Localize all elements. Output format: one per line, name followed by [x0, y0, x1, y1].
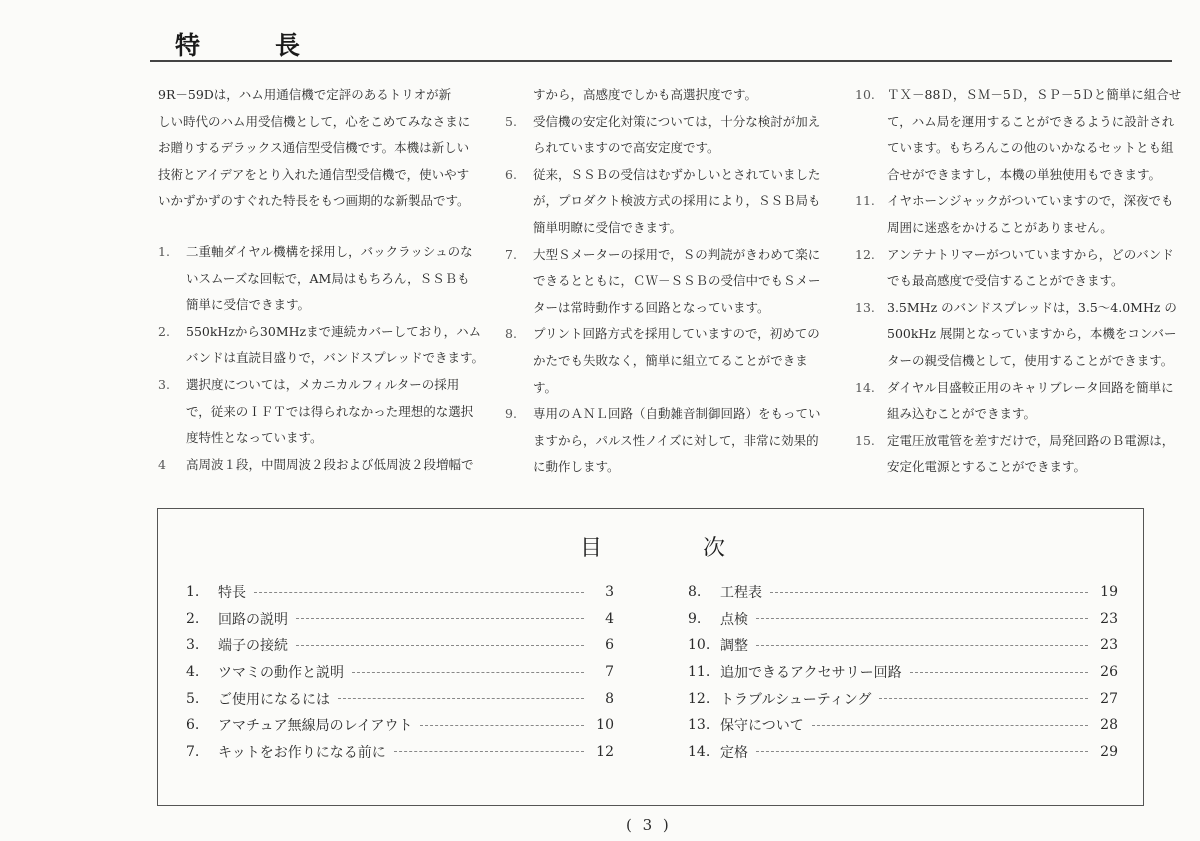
- features-column-2: [505, 82, 821, 481]
- feature-line: でも最高感度で受信することができます。: [887, 273, 1124, 289]
- feature-item: [505, 401, 821, 481]
- feature-line: 3.5MHz のバンドスプレッドは，3.5～4.0MHz の: [887, 299, 1177, 315]
- feature-number: 1.: [158, 243, 170, 259]
- toc-entry-page: 10: [596, 717, 614, 734]
- toc-entry-page: 23: [1100, 637, 1118, 654]
- toc-entry-page: 26: [1100, 664, 1118, 681]
- toc-entry-page: 12: [596, 743, 614, 760]
- toc-leader: [770, 592, 1088, 593]
- feature-line: られていますので高安定度です。: [533, 140, 720, 156]
- feature-line: 度特性となっています。: [186, 430, 323, 446]
- toc-entry-page: 28: [1100, 717, 1118, 734]
- feature-number: 6.: [505, 166, 517, 182]
- toc-entry: [186, 659, 614, 686]
- toc-entry-number: 5.: [186, 690, 200, 707]
- toc-leader: [756, 645, 1088, 646]
- feature-item: [158, 452, 474, 479]
- page-number: ( 3 ): [626, 816, 672, 834]
- feature-item: [855, 295, 1177, 375]
- toc-leader: [296, 618, 584, 619]
- toc-entry-page: 8: [605, 690, 614, 707]
- feature-item: [505, 109, 821, 162]
- feature-number: 2.: [158, 323, 170, 339]
- section-title: [175, 26, 303, 62]
- feature-line: す。: [533, 379, 558, 395]
- toc-entry-label: トラブルシューティング: [720, 691, 872, 708]
- feature-number: 5.: [505, 113, 517, 129]
- toc-leader: [756, 751, 1088, 752]
- feature-number: 15.: [855, 432, 875, 448]
- toc-leader: [338, 698, 584, 699]
- feature-item: [855, 188, 1174, 241]
- section-title-char-2: 長: [275, 31, 303, 60]
- toc-entry-page: 19: [1100, 584, 1118, 601]
- toc-entry-label: キットをお作りになる前に: [218, 744, 386, 761]
- toc-left-column: [186, 579, 614, 765]
- feature-number: 8.: [505, 326, 517, 342]
- feature-line: 高周波１段，中間周波２段および低周波２段増幅で: [186, 456, 474, 472]
- toc-entry-number: 12.: [688, 690, 711, 707]
- toc-entry-label: 定格: [720, 744, 748, 761]
- toc-entry: [186, 579, 614, 606]
- feature-item: [855, 428, 1175, 481]
- feature-line: に動作します。: [533, 459, 620, 475]
- features-column-3: [855, 82, 1182, 481]
- feature-line: 安定化電源とすることができます。: [887, 459, 1087, 475]
- feature-number: 13.: [855, 299, 875, 315]
- feature-line: 従来，ＳＳＢの受信はむずかしいとされていました: [533, 166, 821, 182]
- toc-entry: [688, 685, 1118, 712]
- toc-entry-label: ご使用になるには: [218, 691, 330, 708]
- feature-line: できるとともに，ＣＷ－ＳＳＢの受信中でもＳメー: [533, 273, 821, 289]
- toc-entry: [688, 659, 1118, 686]
- feature-item: [158, 372, 474, 452]
- toc-leader: [910, 672, 1088, 673]
- toc-entry: [688, 579, 1118, 606]
- feature-line: で，従来のＩＦＴでは得られなかった理想的な選択: [186, 403, 474, 419]
- toc-title-char-2: 次: [703, 536, 726, 561]
- title-rule: [150, 60, 1172, 62]
- feature-line: 専用のＡＮＬ回路（自動雑音制御回路）をもってい: [533, 406, 821, 422]
- toc-entry-number: 2.: [186, 610, 200, 627]
- intro-line: 9R－59Dは，ハム用通信機で定評のあるトリオが新: [158, 87, 452, 102]
- toc-entry-label: 追加できるアクセサリー回路: [720, 665, 902, 682]
- feature-number: 4: [158, 456, 166, 472]
- toc-entry-label: アマチュア無線局のレイアウト: [218, 718, 413, 735]
- toc-entry: [186, 712, 614, 739]
- toc-entry-page: 7: [605, 664, 614, 681]
- toc-entry-label: 工程表: [720, 585, 762, 602]
- feature-line: 定電圧放電管を差すだけで，局発回路のＢ電源は，: [887, 432, 1175, 448]
- toc-entry: [688, 632, 1118, 659]
- feature-number: 14.: [855, 379, 875, 395]
- toc-entry-number: 6.: [186, 717, 200, 734]
- intro-line: いかずかずのすぐれた特長をもつ画期的な新製品です。: [158, 193, 470, 209]
- feature-item: [505, 162, 821, 242]
- toc-entry: [186, 632, 614, 659]
- feature-item: [855, 242, 1174, 295]
- feature-line: 周囲に迷惑をかけることがありません。: [887, 219, 1113, 235]
- toc-entry-page: 3: [605, 584, 614, 601]
- feature-line: 550kHzから30MHzまで連続カバーしており，ハム: [186, 323, 482, 339]
- toc-entry-label: 端子の接続: [218, 638, 288, 655]
- intro-paragraph: [158, 82, 471, 215]
- toc-entry-number: 3.: [186, 637, 200, 654]
- feature-line: ますから，パルス性ノイズに対して，非常に効果的: [533, 432, 819, 448]
- toc-entry-page: 4: [605, 610, 614, 627]
- feature-number: 12.: [855, 246, 875, 262]
- toc-entry-number: 10.: [688, 637, 711, 654]
- feature-line: ＴＸ－88Ｄ，ＳＭ－5Ｄ，ＳＰ－5Ｄと簡単に組合せ: [887, 87, 1182, 102]
- toc-entry: [186, 739, 614, 766]
- feature-item: [855, 82, 1182, 188]
- toc-entry: [688, 606, 1118, 633]
- toc-entry-number: 8.: [688, 584, 702, 601]
- feature-number: 7.: [505, 246, 517, 262]
- feature-line: すから，高感度でしかも高選択度です。: [533, 87, 758, 102]
- toc-entry-label: ツマミの動作と説明: [218, 665, 344, 682]
- feature-line: て，ハム局を運用することができるように設計され: [887, 113, 1175, 129]
- toc-entry-label: 特長: [218, 585, 246, 602]
- feature-line: 選択度については，メカニカルフィルターの採用: [186, 376, 460, 392]
- toc-leader: [254, 592, 584, 593]
- toc-leader: [352, 672, 584, 673]
- intro-line: 技術とアイデアをとり入れた通信型受信機で，使いやす: [158, 166, 470, 182]
- section-title-char-1: 特: [175, 31, 203, 60]
- toc-entry: [186, 606, 614, 633]
- feature-number: 3.: [158, 376, 170, 392]
- toc-entry-number: 1.: [186, 584, 200, 601]
- intro-line: お贈りするデラックス通信型受信機です。本機は新しい: [158, 140, 470, 156]
- features-column-1: [158, 82, 485, 478]
- feature-line: バンドは直読目盛りで，バンドスプレッドできます。: [186, 350, 485, 366]
- toc-entry: [186, 685, 614, 712]
- feature-item: [158, 239, 473, 319]
- toc-entry-page: 23: [1100, 610, 1118, 627]
- toc-entry-number: 14.: [688, 743, 711, 760]
- feature-line: 二重軸ダイヤル機構を採用し，バックラッシュのな: [186, 243, 473, 259]
- toc-title-char-1: 目: [580, 536, 603, 561]
- toc-entry-number: 11.: [688, 664, 711, 681]
- feature-line: 500kHz 展開となっていますから，本機をコンバー: [887, 326, 1177, 342]
- feature-line: プリント回路方式を採用していますので，初めての: [533, 326, 820, 342]
- toc-entry-label: 調整: [720, 638, 748, 655]
- toc-entry: [688, 712, 1118, 739]
- feature-line: ダイヤル目盛較正用のキャリブレータ回路を簡単に: [887, 379, 1174, 395]
- toc-leader: [296, 645, 584, 646]
- toc-leader: [394, 751, 584, 752]
- toc-entry-label: 回路の説明: [218, 611, 288, 628]
- toc-leader: [420, 725, 584, 726]
- feature-line: が，プロダクト検波方式の採用により，ＳＳＢ局も: [533, 193, 821, 209]
- feature-line: 大型Ｓメーターの採用で，Ｓの判読がきわめて楽に: [533, 246, 821, 262]
- intro-line: しい時代のハム用受信機として，心をこめてみなさまに: [158, 113, 471, 129]
- toc-leader: [812, 725, 1088, 726]
- feature-item: [505, 242, 821, 322]
- feature-number: 11.: [855, 193, 875, 209]
- feature-number: 9.: [505, 406, 517, 422]
- toc-entry-number: 7.: [186, 743, 200, 760]
- feature-item: [505, 82, 805, 109]
- feature-line: かたでも失敗なく，簡単に組立てることができま: [533, 352, 808, 368]
- feature-line: 合せができますし，本機の単独使用もできます。: [887, 166, 1162, 182]
- toc-leader: [879, 698, 1088, 699]
- feature-item: [855, 375, 1174, 428]
- feature-line: ています。もちろんこの他のいかなるセットとも組: [887, 140, 1174, 156]
- toc-entry-number: 9.: [688, 610, 702, 627]
- feature-item: [505, 321, 820, 401]
- toc-entry-label: 保守について: [720, 718, 804, 735]
- feature-line: 組み込むことができます。: [887, 406, 1037, 422]
- feature-line: イヤホーンジャックがついていますので，深夜でも: [887, 193, 1174, 209]
- feature-line: 簡単明瞭に受信できます。: [533, 219, 683, 235]
- feature-list: [158, 239, 485, 478]
- feature-item: [158, 319, 485, 372]
- toc-right-column: [688, 579, 1118, 765]
- toc-entry-number: 13.: [688, 717, 711, 734]
- feature-number: 10.: [855, 87, 875, 102]
- feature-line: いスムーズな回転で，AM局はもちろん，ＳＳＢも: [186, 270, 470, 286]
- toc-entry-label: 点検: [720, 611, 748, 628]
- feature-line: アンテナトリマーがついていますから，どのバンド: [887, 246, 1174, 262]
- toc-entry-page: 6: [605, 637, 614, 654]
- toc-entry-page: 27: [1100, 690, 1118, 707]
- feature-line: 受信機の安定化対策については，十分な検討が加え: [533, 113, 821, 129]
- table-of-contents: [157, 508, 1144, 806]
- toc-entry-number: 4.: [186, 664, 200, 681]
- feature-line: ターは常時動作する回路となっています。: [533, 299, 770, 315]
- toc-leader: [756, 618, 1088, 619]
- feature-line: 簡単に受信できます。: [186, 297, 311, 313]
- feature-line: ターの親受信機として，使用することができます。: [887, 352, 1174, 368]
- toc-entry-page: 29: [1100, 743, 1118, 760]
- toc-entry: [688, 739, 1118, 766]
